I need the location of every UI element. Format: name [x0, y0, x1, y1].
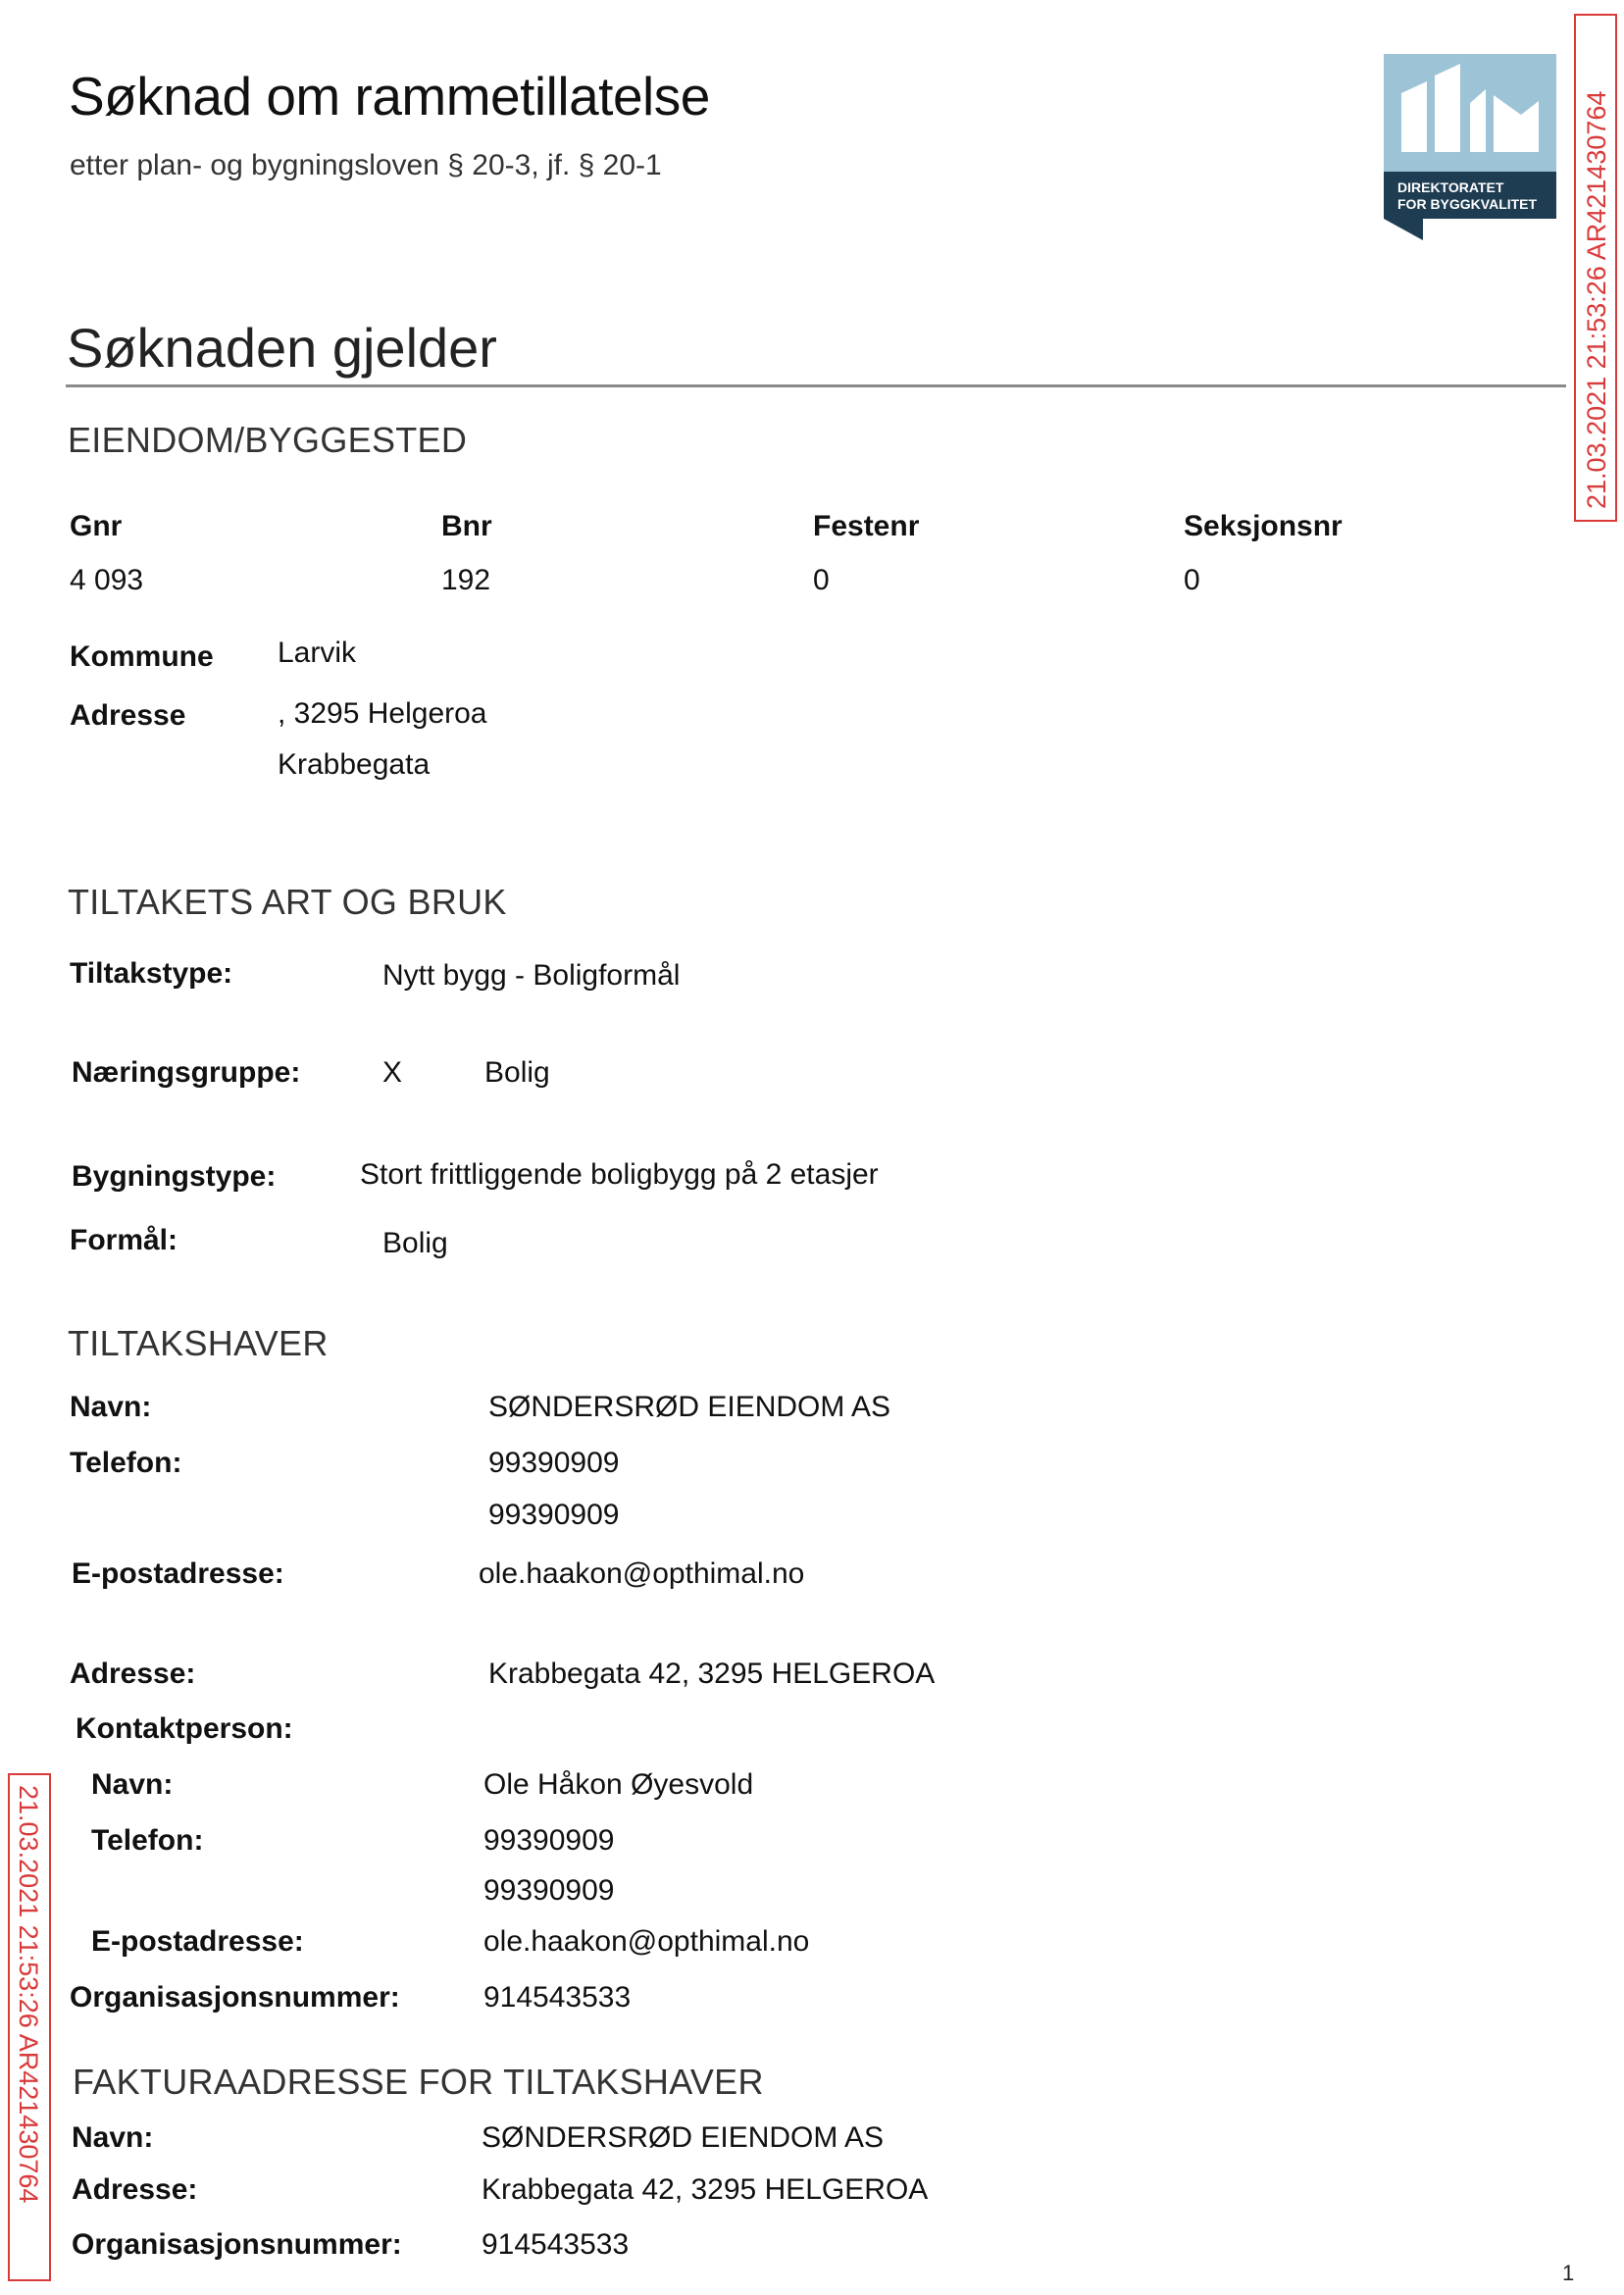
adresse-line2: Krabbegata	[278, 748, 431, 781]
tiltakstype-value: Nytt bygg - Boligformål	[382, 959, 681, 992]
kontakt-navn-label: Navn:	[91, 1768, 174, 1801]
adresse-line1: , 3295 Helgeroa	[278, 697, 487, 730]
kontakt-epost-value: ole.haakon@opthimal.no	[483, 1925, 810, 1958]
kontakt-telefon-value-2: 99390909	[483, 1874, 615, 1907]
page-number: 1	[1562, 2261, 1575, 2285]
telefon-label: Telefon:	[70, 1447, 182, 1479]
orgnr-value: 914543533	[483, 1981, 632, 2014]
telefon-value-2: 99390909	[488, 1499, 620, 1531]
epost-value: ole.haakon@opthimal.no	[479, 1557, 805, 1590]
navn-value: SØNDERSRØD EIENDOM AS	[488, 1391, 891, 1423]
document-subtitle: etter plan- og bygningsloven § 20-3, jf. § 20-1	[70, 149, 662, 181]
timestamp-stamp-top	[1574, 14, 1617, 522]
seksjonsnr-value: 0	[1184, 564, 1200, 596]
kontakt-epost-label: E-postadresse:	[91, 1925, 304, 1958]
stamp-text: 21.03.2021 21:53:26 AR421430764	[14, 1785, 43, 2204]
stamp-text: 21.03.2021 21:53:26 AR421430764	[1582, 90, 1611, 509]
logo-text-line2: FOR BYGGKVALITET	[1397, 196, 1538, 212]
adresse-label: Adresse:	[70, 1658, 196, 1690]
faktura-heading: FAKTURAADRESSE FOR TILTAKSHAVER	[73, 2062, 764, 2102]
kommune-value: Larvik	[278, 637, 357, 669]
formal-label: Formål:	[70, 1224, 178, 1256]
timestamp-stamp-bottom	[8, 1773, 51, 2281]
adresse-value: Krabbegata 42, 3295 HELGEROA	[488, 1658, 936, 1690]
eiendom-heading: EIENDOM/BYGGESTED	[68, 420, 468, 460]
seksjonsnr-label: Seksjonsnr	[1184, 510, 1343, 542]
kontaktperson-label: Kontaktperson:	[76, 1712, 293, 1745]
faktura-orgnr-value: 914543533	[482, 2228, 630, 2261]
adresse-label: Adresse	[70, 699, 186, 732]
faktura-orgnr-label: Organisasjonsnummer:	[72, 2228, 402, 2261]
tiltakshaver-heading: TILTAKSHAVER	[68, 1323, 329, 1363]
kontakt-telefon-value-1: 99390909	[483, 1824, 615, 1857]
gnr-label: Gnr	[70, 510, 123, 542]
bygningstype-value: Stort frittliggende boligbygg på 2 etasjer	[360, 1158, 879, 1191]
bygningstype-label: Bygningstype:	[72, 1160, 277, 1193]
kommune-label: Kommune	[70, 640, 214, 673]
kontakt-telefon-label: Telefon:	[91, 1824, 204, 1857]
festenr-label: Festenr	[813, 510, 920, 542]
kontakt-navn-value: Ole Håkon Øyesvold	[483, 1768, 754, 1801]
dibk-logo	[1384, 54, 1556, 240]
bnr-value: 192	[441, 564, 491, 596]
section-divider	[66, 384, 1566, 387]
logo-text-line1: DIREKTORATET	[1397, 179, 1504, 195]
naeringsgruppe-code: X	[382, 1056, 403, 1089]
faktura-navn-label: Navn:	[72, 2121, 154, 2154]
epost-label: E-postadresse:	[72, 1557, 284, 1590]
bnr-label: Bnr	[441, 510, 492, 542]
naeringsgruppe-value: Bolig	[484, 1056, 550, 1089]
formal-value: Bolig	[382, 1227, 448, 1259]
faktura-adresse-value: Krabbegata 42, 3295 HELGEROA	[482, 2173, 929, 2206]
naeringsgruppe-label: Næringsgruppe:	[72, 1056, 301, 1089]
orgnr-label: Organisasjonsnummer:	[70, 1981, 400, 2014]
gnr-value: 4 093	[70, 564, 144, 596]
telefon-value-1: 99390909	[488, 1447, 620, 1479]
tiltak-heading: TILTAKETS ART OG BRUK	[68, 882, 507, 922]
faktura-navn-value: SØNDERSRØD EIENDOM AS	[482, 2121, 885, 2154]
festenr-value: 0	[813, 564, 830, 596]
navn-label: Navn:	[70, 1391, 152, 1423]
faktura-adresse-label: Adresse:	[72, 2173, 198, 2206]
section-title: Søknaden gjelder	[67, 317, 497, 379]
tiltakstype-label: Tiltakstype:	[70, 957, 233, 990]
document-title: Søknad om rammetillatelse	[69, 66, 710, 127]
